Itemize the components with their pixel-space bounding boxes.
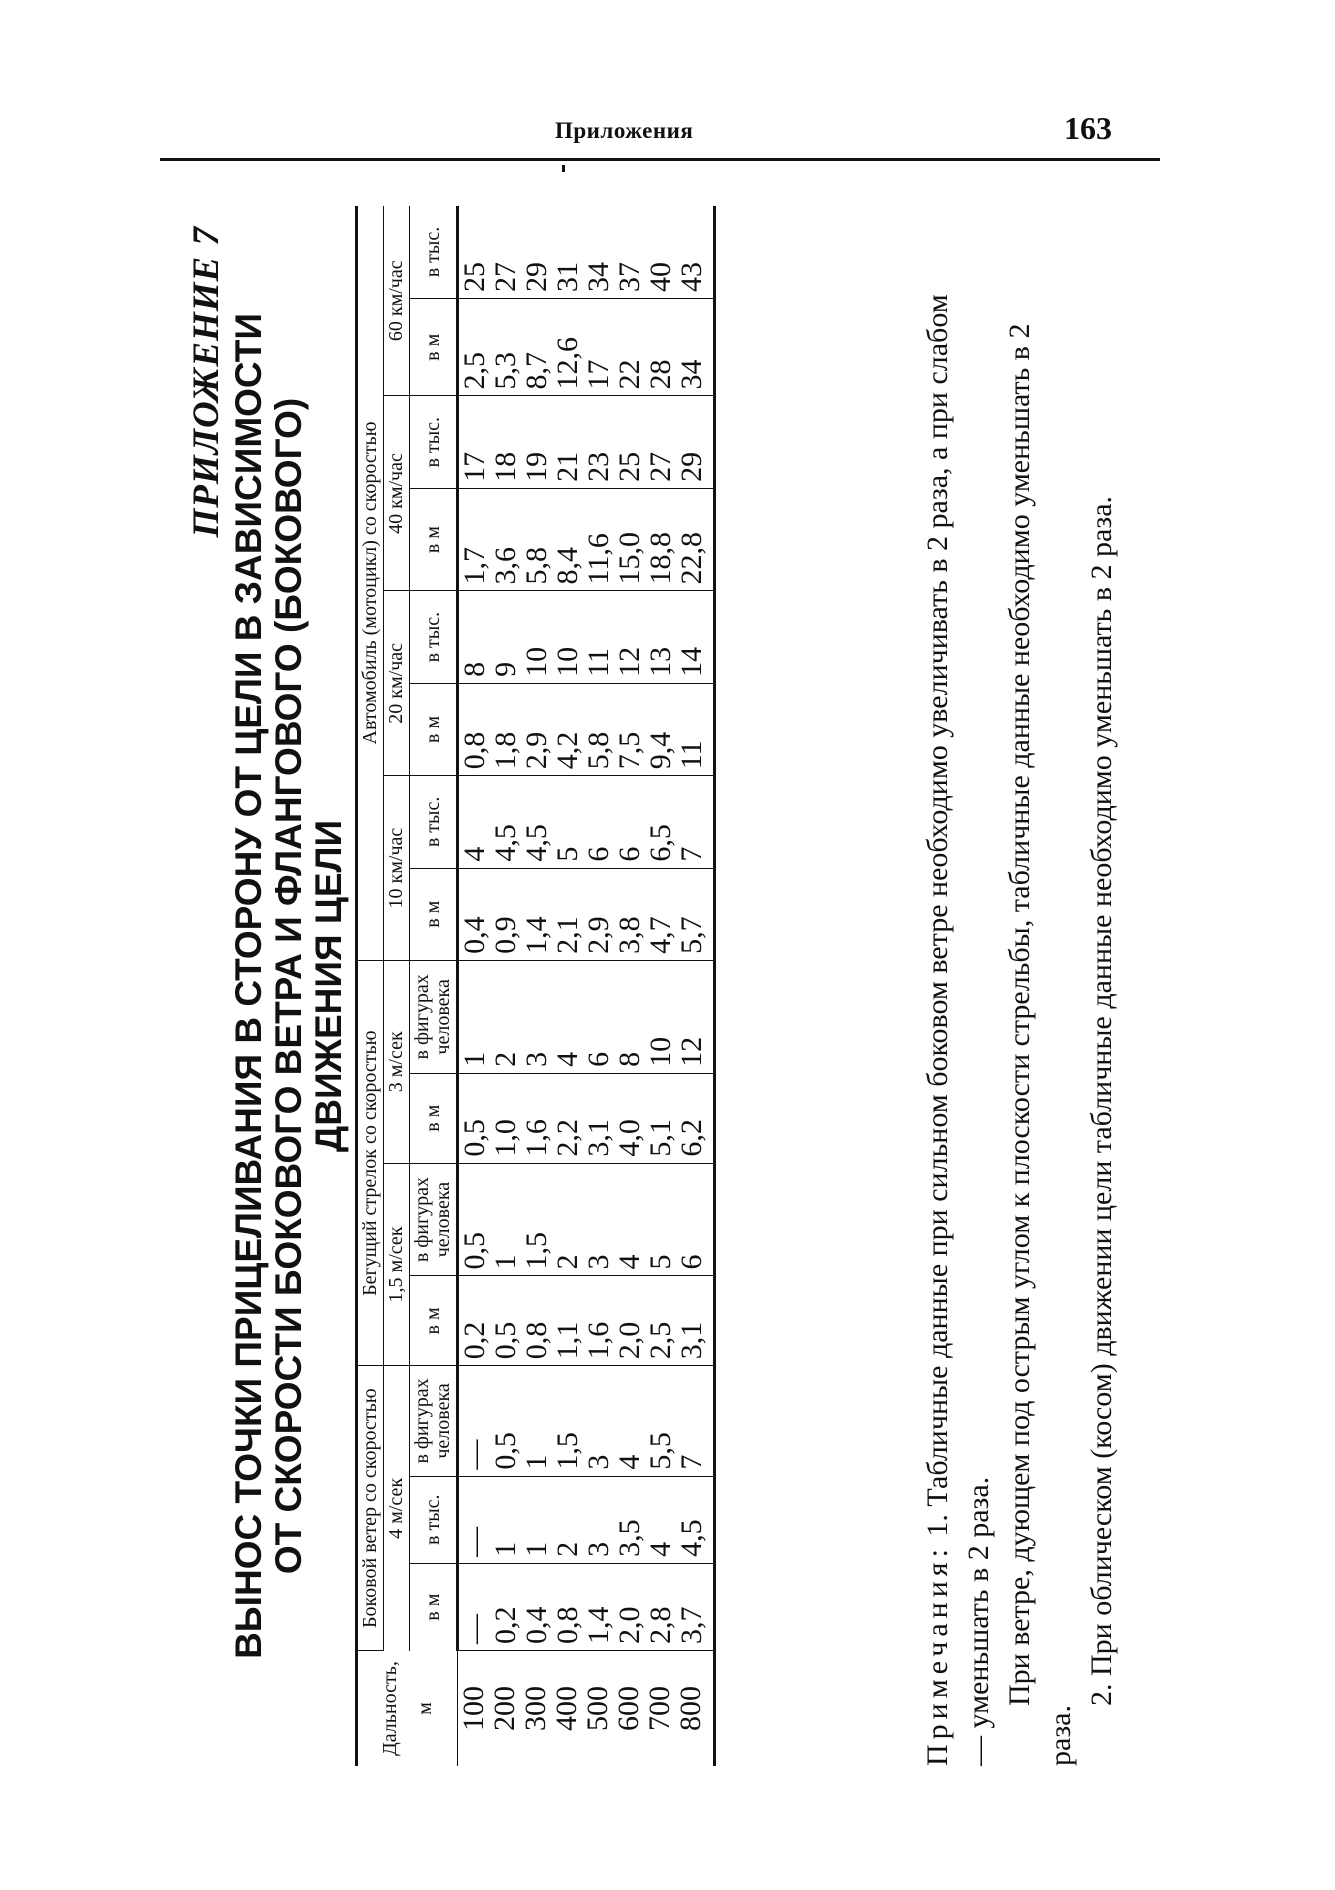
table-cell: 3,7 — [675, 1606, 708, 1645]
table-cell: 3,1 — [582, 1119, 615, 1157]
table-cell: 600 — [612, 1686, 645, 1732]
unit-thous: в тыс. — [410, 591, 458, 683]
table-body-row — [458, 206, 715, 1766]
header-speed-wind-4: 4 м/сек — [384, 1366, 410, 1651]
table-cell: 1,7 — [458, 546, 491, 585]
table-cell: 700 — [643, 1686, 676, 1732]
header-range-label: Дальность, — [378, 1661, 401, 1756]
table-cell: 5 — [551, 846, 584, 862]
unit-thous: в тыс. — [410, 1476, 458, 1563]
column-wind-thous — [458, 1476, 715, 1563]
table-cell: 1,4 — [520, 916, 553, 954]
table-header-row-groups — [357, 206, 384, 1766]
table-cell: 3 — [582, 1454, 615, 1470]
table-cell: 14 — [675, 646, 708, 677]
table-cell: 7,5 — [613, 731, 646, 770]
table-cell: 4 — [644, 1541, 677, 1557]
table-cell: 1,0 — [489, 1119, 522, 1157]
table-cell: 3,5 — [613, 1519, 646, 1557]
table-cell: 15,0 — [613, 531, 646, 585]
table-cell: 200 — [488, 1686, 521, 1732]
table-cell: 3 — [582, 1541, 615, 1557]
table-cell: 29 — [520, 262, 553, 293]
header-speed-veh-40: 40 км/час — [384, 396, 410, 591]
table-cell: 8 — [458, 661, 491, 677]
table-cell: 9 — [489, 661, 522, 677]
table-cell: 7 — [675, 846, 708, 862]
table-cell: 25 — [458, 262, 491, 293]
table-cell: 10 — [520, 646, 553, 677]
table-cell: 0,4 — [520, 1606, 553, 1645]
table-cell: 2,9 — [520, 731, 553, 770]
header-vehicle-group: Автомобиль (мотоцикл) со скоростью — [357, 206, 384, 960]
table-notes — [917, 266, 1122, 1766]
table-cell: 6,2 — [675, 1119, 708, 1157]
unit-figures: в фигурах человека — [410, 960, 458, 1073]
table-cell: 5,1 — [644, 1119, 677, 1157]
page-number: 163 — [1064, 110, 1112, 146]
column-runner-1-5-m — [458, 1276, 715, 1366]
table-cell: — — [458, 1614, 491, 1645]
table-cell: 0,2 — [489, 1606, 522, 1645]
table-cell: 500 — [581, 1686, 614, 1732]
column-runner-1-5-figures — [458, 1163, 715, 1276]
table-cell: 22 — [613, 359, 646, 390]
table-cell: 28 — [644, 359, 677, 390]
column-runner-3-m — [458, 1073, 715, 1163]
table-cell: 2,2 — [551, 1119, 584, 1157]
table-cell: 1,6 — [520, 1119, 553, 1157]
table-cell: 10 — [551, 646, 584, 677]
table-cell: 5 — [644, 1254, 677, 1270]
table-cell: 5,7 — [675, 916, 708, 954]
title-line-3: ДВИЖЕНИЯ ЦЕЛИ — [308, 819, 349, 1153]
unit-m: в м — [410, 299, 458, 396]
table-cell: 1,5 — [520, 1232, 553, 1270]
table-cell: 4,5 — [489, 824, 522, 862]
column-vehicle-20-m — [458, 683, 715, 775]
table-cell: 4,5 — [520, 824, 553, 862]
unit-thous: в тыс. — [410, 776, 458, 868]
note-1: 1. Табличные данные при сильном боковом ветре необходимо увеличивать в 2 раза, а при слабом — уменьшать в 2 раза. — [921, 294, 995, 1766]
column-vehicle-60-thous — [458, 206, 715, 299]
table-cell: 3,1 — [675, 1321, 708, 1360]
table-cell: 2 — [551, 1541, 584, 1557]
deflection-table — [355, 206, 716, 1766]
table-cell: 8,4 — [551, 546, 584, 585]
table-cell: 6 — [582, 846, 615, 862]
header-speed-run-3: 3 м/сек — [384, 960, 410, 1163]
table-cell: 1,6 — [582, 1321, 615, 1360]
table-cell: 29 — [675, 451, 708, 482]
table-cell: 4 — [551, 1051, 584, 1067]
table-cell: 6 — [613, 846, 646, 862]
table-cell: 21 — [551, 451, 584, 482]
table-cell: 400 — [550, 1686, 583, 1732]
table-cell: 27 — [489, 262, 522, 293]
unit-thous: в тыс. — [410, 206, 458, 299]
table-cell: 12 — [613, 646, 646, 677]
table-cell: 13 — [644, 646, 677, 677]
table-cell: 6 — [675, 1254, 708, 1270]
unit-figures: в фигурах человека — [410, 1366, 458, 1476]
table-cell: 22,8 — [675, 531, 708, 585]
table-cell: 6,5 — [644, 824, 677, 862]
table-cell: 1 — [489, 1254, 522, 1270]
table-cell: 4 — [613, 1254, 646, 1270]
table-cell: 37 — [613, 262, 646, 293]
table-cell: 8,7 — [520, 352, 553, 390]
header-speed-veh-60: 60 км/час — [384, 206, 410, 396]
table-cell: 12,6 — [551, 337, 584, 390]
table-title — [229, 206, 349, 1766]
table-cell: 100 — [457, 1686, 490, 1732]
table-cell: 2,8 — [644, 1606, 677, 1645]
column-wind-figures — [458, 1366, 715, 1476]
table-cell: 0,9 — [489, 916, 522, 954]
title-line-2: ОТ СКОРОСТИ БОКОВОГО ВЕТРА И ФЛАНГОВОГО (БОКОВОГО) — [268, 397, 309, 1575]
table-cell: 1,8 — [489, 731, 522, 770]
table-cell: — — [458, 1526, 491, 1557]
table-cell: 18 — [489, 451, 522, 482]
table-cell: 6 — [582, 1051, 615, 1067]
table-cell: 2 — [489, 1051, 522, 1067]
table-cell: 2,0 — [613, 1606, 646, 1645]
unit-m: в м — [410, 1276, 458, 1366]
table-cell: 2,5 — [644, 1321, 677, 1360]
header-rule — [160, 158, 1160, 161]
table-cell: 0,8 — [458, 731, 491, 770]
column-vehicle-10-m — [458, 868, 715, 960]
notes-label: Примечания: — [921, 1544, 954, 1766]
table-cell: 8 — [613, 1051, 646, 1067]
table-cell: 34 — [582, 262, 615, 293]
table-cell: 0,8 — [551, 1606, 584, 1645]
table-cell: 4,7 — [644, 916, 677, 954]
table-cell: 10 — [644, 1036, 677, 1067]
table-cell: 31 — [551, 262, 584, 293]
table-cell: 19 — [520, 451, 553, 482]
table-cell: 0,5 — [489, 1321, 522, 1360]
header-speed-veh-10: 10 км/час — [384, 776, 410, 961]
table-cell: 2,1 — [551, 916, 584, 954]
table-cell: 3,8 — [613, 916, 646, 954]
header-wind-group: Боковой ветер со скоростью — [357, 1366, 384, 1651]
table-cell: 3 — [582, 1254, 615, 1270]
table-cell: — — [458, 1439, 491, 1470]
table-header-row-speeds — [384, 206, 410, 1766]
header-range — [357, 1651, 458, 1766]
table-cell: 2,5 — [458, 352, 491, 390]
unit-thous: в тыс. — [410, 396, 458, 488]
table-cell: 43 — [675, 262, 708, 293]
table-cell: 11 — [675, 740, 708, 770]
table-cell: 4,5 — [675, 1519, 708, 1557]
column-runner-3-figures — [458, 960, 715, 1073]
table-cell: 40 — [644, 262, 677, 293]
table-cell: 1 — [520, 1541, 553, 1557]
table-cell: 1,1 — [551, 1321, 584, 1360]
unit-m: в м — [410, 868, 458, 960]
column-range — [458, 1651, 715, 1766]
header-speed-veh-20: 20 км/час — [384, 591, 410, 776]
table-cell: 12 — [675, 1036, 708, 1067]
table-cell: 1 — [489, 1541, 522, 1557]
table-cell: 5,8 — [582, 731, 615, 770]
table-cell: 18,8 — [644, 531, 677, 585]
table-cell: 34 — [675, 359, 708, 390]
table-header-row-units — [410, 206, 458, 1766]
column-vehicle-60-m — [458, 299, 715, 396]
table-cell: 0,8 — [520, 1321, 553, 1360]
note-2: 2. При облическом (косом) движении цели табличные данные необходимо уменьшать в 2 раза. — [1085, 495, 1118, 1706]
table-cell: 17 — [582, 359, 615, 390]
table-cell: 5,8 — [520, 546, 553, 585]
table-cell: 3,6 — [489, 546, 522, 585]
unit-m: в м — [410, 488, 458, 591]
table-cell: 4 — [458, 846, 491, 862]
table-cell: 5,3 — [489, 352, 522, 390]
table-cell: 2,0 — [613, 1321, 646, 1360]
rotated-page-content — [185, 206, 1145, 1766]
table-cell: 17 — [458, 451, 491, 482]
appendix-label: ПРИЛОЖЕНИЕ 7 — [186, 226, 227, 538]
header-runner-group: Бегущий стрелок со скоростью — [357, 960, 384, 1365]
table-cell: 23 — [582, 451, 615, 482]
unit-m: в м — [410, 1073, 458, 1163]
table-cell: 0,5 — [489, 1432, 522, 1470]
table-cell: 0,4 — [458, 916, 491, 954]
table-cell: 4,2 — [551, 731, 584, 770]
table-cell: 2 — [551, 1254, 584, 1270]
table-cell: 2,9 — [582, 916, 615, 954]
note-1-continued: При ветре, дующем под острым углом к плоскости стрельбы, табличные данные необходимо уменьшать в 2 раза. — [1003, 323, 1077, 1766]
column-wind-m — [458, 1563, 715, 1650]
column-vehicle-10-thous — [458, 776, 715, 868]
table-cell: 9,4 — [644, 731, 677, 770]
table-cell: 1,4 — [582, 1606, 615, 1645]
table-cell: 11,6 — [582, 533, 615, 585]
table-cell: 5,5 — [644, 1432, 677, 1470]
unit-figures: в фигурах человека — [410, 1163, 458, 1276]
table-cell: 800 — [674, 1686, 707, 1732]
table-cell: 1 — [520, 1454, 553, 1470]
table-cell: 0,2 — [458, 1321, 491, 1360]
table-cell: 4,0 — [613, 1119, 646, 1157]
table-cell: 300 — [519, 1686, 552, 1732]
table-cell: 25 — [613, 451, 646, 482]
table-cell: 7 — [675, 1454, 708, 1470]
header-tick-mark — [562, 165, 565, 172]
table-cell: 0,5 — [458, 1119, 491, 1157]
table-cell: 3 — [520, 1051, 553, 1067]
table-cell: 11 — [582, 647, 615, 677]
column-vehicle-20-thous — [458, 591, 715, 683]
table-cell: 0,5 — [458, 1232, 491, 1270]
unit-m: в м — [410, 1563, 458, 1650]
title-line-1: ВЫНОС ТОЧКИ ПРИЦЕЛИВАНИЯ В СТОРОНУ ОТ ЦЕЛИ В ЗАВИСИМОСТИ — [228, 313, 269, 1659]
table-cell: 27 — [644, 451, 677, 482]
table-cell: 4 — [613, 1454, 646, 1470]
unit-m: в м — [410, 683, 458, 775]
table-cell: 1 — [458, 1051, 491, 1067]
running-head: Приложения — [555, 118, 694, 143]
table-cell: 1,5 — [551, 1432, 584, 1470]
column-vehicle-40-thous — [458, 396, 715, 488]
header-range-unit: м — [413, 1702, 436, 1715]
header-speed-run-1-5: 1,5 м/сек — [384, 1163, 410, 1366]
column-vehicle-40-m — [458, 488, 715, 591]
